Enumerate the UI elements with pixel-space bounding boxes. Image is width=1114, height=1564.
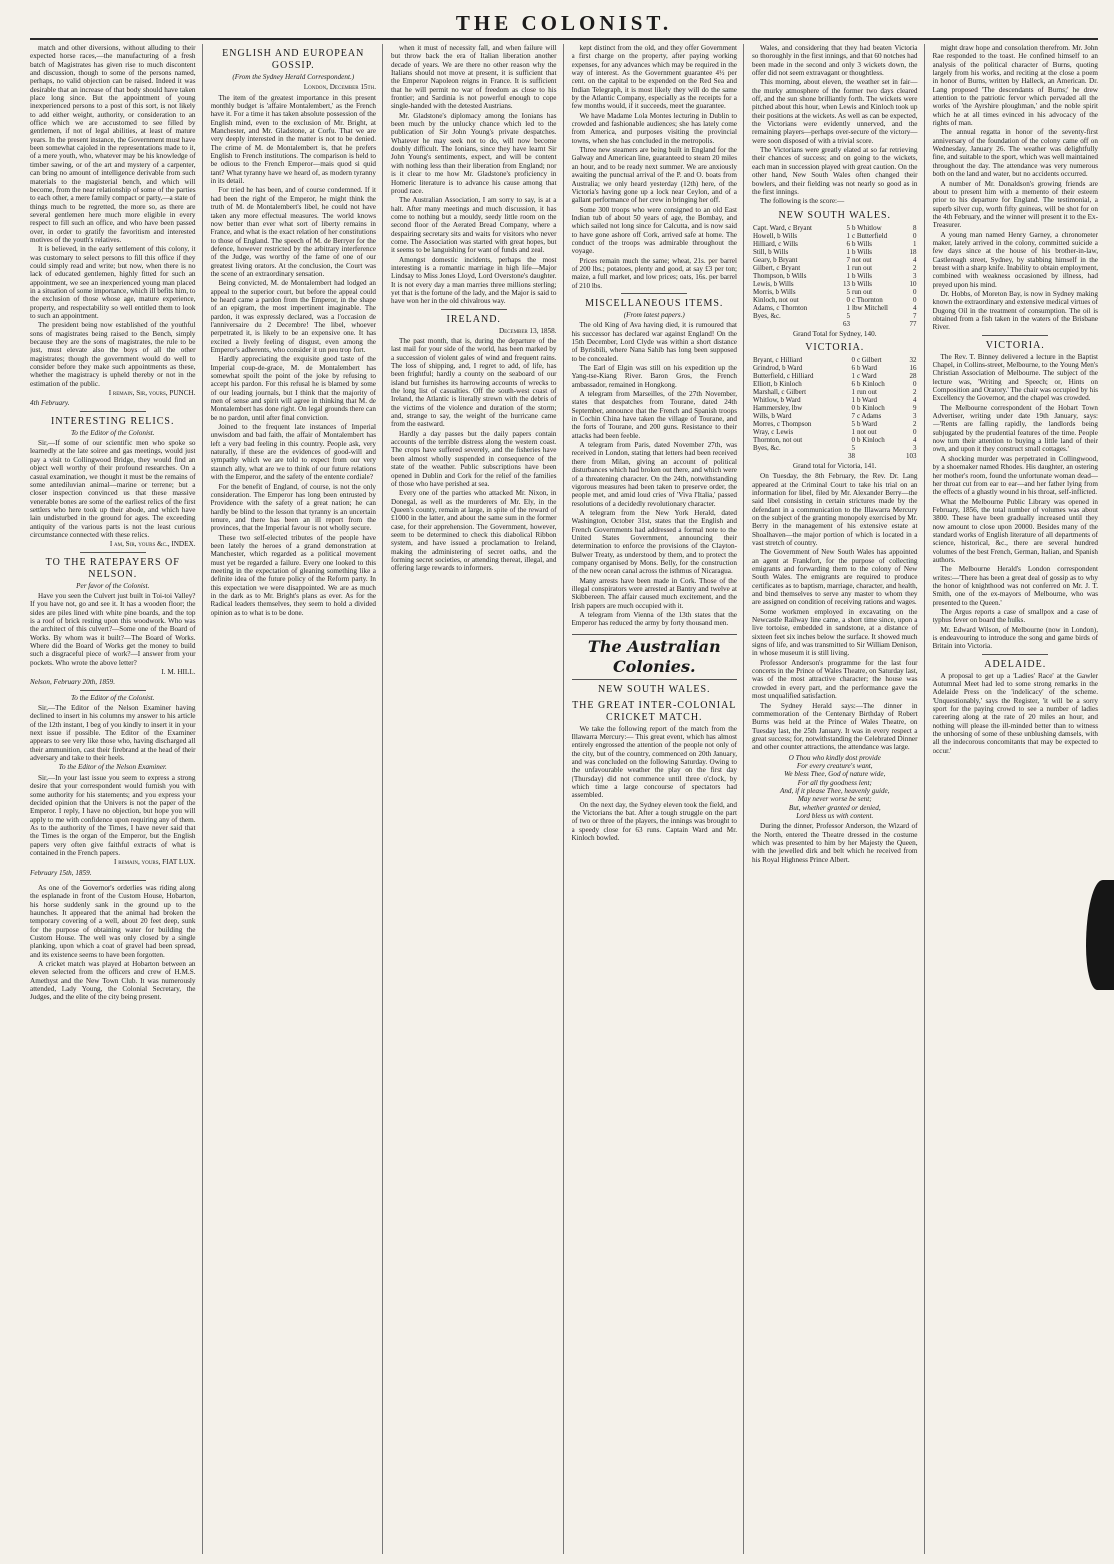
batsman-cell: c Adams bbox=[856, 411, 882, 420]
divider bbox=[621, 293, 687, 294]
runs-cell: 1 bbox=[846, 231, 851, 240]
signature: I am, Sir, yours &c., INDEX. bbox=[109, 540, 196, 549]
batsman-cell: b Ward bbox=[856, 363, 878, 372]
score-row bbox=[752, 272, 918, 280]
divider bbox=[441, 309, 507, 310]
article-text: A telegram from Vienna of the 13th states that the Emperor has reduced the army by forty thousand men. bbox=[571, 611, 737, 628]
signature: I. M. HILL. bbox=[161, 668, 196, 677]
batsman-cell: b Wills bbox=[852, 271, 873, 280]
runs-cell: 6 bbox=[851, 363, 855, 372]
article-text: A telegram from Marseilles, of the 27th November, states that despatches from Tourane, dated 24th September, announce that the French and Spanish troops in Cochin China have taken the village of Tourane, and the forts of Tourane, and 200 guns. Resistance to their attacks had been feeble. bbox=[571, 390, 737, 440]
article-text: A cricket match was played at Hobarton between an eleven selected from the officers and crew of H.M.S. Amethyst and the New Town Club. It was numerously attended, Lady Young, the Colonial Secretary, the Judges, and the elite of the city being present. bbox=[30, 960, 196, 1002]
article-text: The Sydney Herald says:—The dinner in commemoration of the Centenary Birthday of Robert Burns was held at the Prince of Wales Theatre, on Tuesday last, the 25th January. It was in every respect a great success; for, notwithstanding the Celebrated Dinner and other counter attractions, the attendance was large. bbox=[752, 701, 918, 752]
runs-cell: 1 bbox=[851, 371, 855, 380]
article-text: might draw hope and consolation therefrom. Mr. John Rae responded to the toast. He confined himself to an analysis of the political character of Burns, quoting largely from his works, and reciting at the close a poem in honor of Burns, written by Halleck, an American. Dr. Lang proposed 'The descendants of Burns;' he drew attention to the patriotic fervor which pervaded all the works of 'the Ayrshire ploughman,' and the noble spirit which he at all times evinced in his advocacy of the rights of man. bbox=[932, 44, 1098, 128]
headline: INTERESTING RELICS. bbox=[51, 415, 175, 427]
batsman-cell: lbw Mitchell bbox=[852, 303, 888, 312]
grace-poem bbox=[752, 754, 918, 821]
article-text: Hardly a day passes but the daily papers contain accounts of the terrible distress along the western coast. The crops have suffered severely, and the fisheries have been almost wholly suspended in consequence of the state of the weather. Public subscriptions have been opened in Dublin and Cork for the relief of the families of those who have perished at sea. bbox=[391, 429, 557, 488]
batsman-cell: Thornton, not out bbox=[753, 435, 803, 444]
poem-line: And, if it please Thee, heavenly guide, bbox=[779, 786, 890, 795]
runs-cell: 5 bbox=[851, 443, 855, 452]
score-row bbox=[752, 428, 918, 436]
article-text: For tried he has been, and of course condemned. If it had been the right of the Emperor, he might think the truth of M. de Montalembert's libel, he could not have taken any more effectual measures. The world knows now better than ever what sort of liberty remains in France, and what is the exact relation of her constitutions to those of England. The speech of M. de Berryer for the defence, however restricted by the arbitrary interference of the Judge, was worthy of the fame of one of our greatest living orators. At the conclusion, the Court was the scene of an extraordinary sensation. bbox=[210, 186, 376, 278]
headline: IRELAND. bbox=[446, 313, 501, 325]
headline: VICTORIA. bbox=[985, 339, 1045, 351]
column-5 bbox=[752, 44, 925, 1554]
article-text: On the next day, the Sydney eleven took the field, and the Victorians the bat. After a tough struggle on the part of two or three of the players, the innings was brought to a speedy close for 63 runs. Captain Ward and Mr. Kinloch bowled. bbox=[571, 800, 737, 843]
headline: MISCELLANEOUS ITEMS. bbox=[585, 297, 724, 309]
grand-total: Grand Total for Sydney, 140. bbox=[792, 329, 877, 338]
runs-cell: 1 bbox=[851, 395, 855, 404]
article-text: A young man named Henry Garney, a chronometer maker, lately arrived in the colony, committed suicide a few days since at the house of his brother-in-law, Castlereagh street, Sydney, by stabbing himself in the breast with a sharp knife. Inability to obtain employment, combined with weakness occasioned by illness, had preyed upon his mind. bbox=[932, 230, 1098, 289]
batsman-cell: Butterfield, c Hilliard bbox=[753, 371, 814, 380]
score-row bbox=[752, 288, 918, 296]
article-text: The Australian Association, I am sorry to say, is at a halt. After many meetings and much discussion, it has come to nothing but a mouldy, seedy little room on the second floor of the Aerated Bread Company, where a despairing secretary sits and waits for visitors who never come. The Association was started with great hopes, but it seems to be languishing for want of funds and zeal. bbox=[391, 196, 557, 255]
nsw-scorecard bbox=[752, 224, 918, 328]
runs-cell: 0 bbox=[851, 435, 855, 444]
runs-cell: 0 bbox=[913, 231, 917, 240]
runs-cell: 6 bbox=[851, 379, 855, 388]
article-text: Sir,—In your last issue you seem to express a strong desire that your correspondent would furnish you with some authority for his statements; and you express your decided opinion that the Univers is not the paper of the Emperor. I reply, I have no objection, but hope you will apply to me with confidence upon requiring any of them. As to the authority of the Times, I have never said that the Times is the organ of the Emperor, but the English papers very often give faithful extracts of what is contained in the French papers. bbox=[30, 773, 196, 857]
grand-total: Grand total for Victoria, 141. bbox=[792, 461, 877, 470]
batsman-cell: c Gilbert bbox=[856, 355, 882, 364]
batsman-cell: b Kinloch bbox=[856, 403, 885, 412]
innings-total-row bbox=[752, 320, 918, 328]
divider bbox=[80, 690, 146, 691]
batsman-cell: Hammersley, lbw bbox=[753, 403, 803, 412]
runs-cell: 0 bbox=[846, 295, 851, 304]
article-text: Sir,—The Editor of the Nelson Examiner having declined to insert in his columns my answer to his article of the 12th instant, I beg of you kindly to insert it in your next issue if possible. The Editor of the Examiner appears to see very like those who, having discharged all their ammunition, cast their firebrand at the head of their adversary and take to their heels. bbox=[30, 704, 196, 763]
column-3 bbox=[391, 44, 564, 1554]
batsman-cell: run out bbox=[852, 263, 873, 272]
runs-cell: 0 bbox=[851, 403, 855, 412]
score-row bbox=[752, 444, 918, 452]
article-text: The Melbourne Herald's London correspondent writes:—'There has been a great deal of gossip as to why the honor of knighthood was not conferred on Mr. J. T. Smith, one of the ex-mayors of Melbourne, who was presented to the Queen.' bbox=[932, 565, 1098, 607]
score-row bbox=[752, 224, 918, 232]
headline: ENGLISH AND EUROPEAN GOSSIP. bbox=[222, 48, 365, 71]
article-text: A telegram from the New York Herald, dated Washington, October 31st, states that the English and French Governments had addressed a formal note to the United States Government, announcing their determination to enforce the provisions of the Clayton-Bulwer Treaty, as understood by them, and to protect the company organised by Mons. Belly, for the construction of the new ocean canal across the isthmus of Nicaragua. bbox=[571, 508, 737, 576]
column-6 bbox=[933, 44, 1099, 1554]
poem-line: For every creature's want, bbox=[796, 761, 873, 770]
score-row bbox=[752, 412, 918, 420]
runs-cell: 1 bbox=[846, 263, 851, 272]
article-text: A number of Mr. Donaldson's growing friends are about to present him with a memento of their esteem prior to his departure for England. The testimonial, a superb silver cup, worth fifty guineas, will be shot for on the 4th February, and the winner will present it to the Ex-Treasurer. bbox=[932, 179, 1098, 230]
section-banner: The Australian Colonies. bbox=[572, 634, 738, 680]
batsman-cell: Thompson, b Wills bbox=[753, 271, 807, 280]
runs-cell: 3 bbox=[913, 411, 917, 420]
poem-line: We bless Thee, God of nature wide, bbox=[784, 770, 886, 779]
batsman-cell: b Kinloch bbox=[856, 435, 885, 444]
batsman-cell: c Butterfield bbox=[852, 231, 888, 240]
article-text: This morning, about eleven, the weather set in fair—the murky atmosphere of the former two days cleared off, and the sun shone brilliantly forth. The wickets were pitched about this hour, when Lewis and Kinloch took up their positions at the wickets. As well as can be expected, the Victorians were evidently unnerved, and the remaining players—perhaps over-secure of the victory—were soon disposed of with a trivial score. bbox=[752, 78, 918, 145]
article-text: when it must of necessity fall, and when failure will but throw back the era of Italian liberation another decade of years. We are there no other reason why the Italians should not move at present, it is sufficient that the Emperor Napoleon reigns in France. It is sufficient that he will permit no war of freedom as close to his frontier; and Sardinia is not powerful enough to cope single-handed with the detested Austrians. bbox=[391, 44, 557, 111]
article-text: Hardly appreciating the exquisite good taste of the Imperial coup-de-grace, M. de Montalembert has somewhat spoilt the point of the joke by refusing to accept his pardon. For this refusal he is blamed by some of our leading journals, but I think that the majority of men of sense and spirit will agree in thinking that M. de Montalembert has done right. On legal grounds there can be no pardon, until after final conviction. bbox=[210, 355, 376, 422]
batsman-cell: b Wills bbox=[852, 279, 873, 288]
runs-cell: 0 bbox=[913, 295, 917, 304]
article-text: What the Melbourne Public Library was opened in February, 1856, the total number of volumes was about 3800. These have been gradually increased until they now amount to close upon 20000. Besides many of the standard works of English literature of all departments of science, historical, &c., there are several hundred volumes of the best French, German, Italian, and Spanish authors. bbox=[932, 497, 1098, 564]
innings-total: 63 bbox=[843, 319, 851, 328]
article-text: A telegram from Paris, dated November 27th, was received in London, stating that letters had been received there from Milan, giving an account of political disturbances which had broken out there, and which were of a threatening character. On the 24th, notwithstanding vigorous measures had been taken to preserve order, the people met, and amid loud cries of 'Viva l'Italia,' passed resolutions of a decidedly revolutionary character. bbox=[571, 441, 737, 508]
batsman-cell: Elliott, b Kinloch bbox=[753, 379, 802, 388]
headline: NEW SOUTH WALES. bbox=[778, 209, 892, 221]
article-text: Mr. Edward Wilson, of Melbourne (now in London), is endeavouring to introduce the song and game birds of Britain into Victoria. bbox=[932, 625, 1098, 651]
dateline: December 13, 1858. bbox=[498, 326, 557, 335]
batsman-cell: Gilbert, c Bryant bbox=[753, 263, 801, 272]
runs-cell: 32 bbox=[909, 355, 917, 364]
victoria-scorecard bbox=[752, 356, 918, 460]
article-text: Wales, and considering that they had beaten Victoria so thoroughly in the first innings, and that 60 notches had been made in the second and only 3 wickets down, the offer did not seem extravagant or thoughtless. bbox=[752, 44, 918, 78]
dateline: 4th February. bbox=[30, 399, 70, 408]
column-1 bbox=[30, 44, 203, 1554]
article-text: The annual regatta in honor of the seventy-first anniversary of the foundation of the colony came off on Wednesday, January 26. The weather was delightfully fine, and suitable to the sport, which was well maintained throughout the day. The attendance was very numerous both on the land and water, but no accidents occurred. bbox=[932, 128, 1098, 179]
article-text: The following is the score:— bbox=[760, 197, 845, 206]
article-text: Joined to the frequent late instances of Imperial unwisdom and bad faith, the affair of Montalembert has left a very bad feeling in this country. People ask, very naturally, if these are the evidences of good-will and sympathy which we are told to expect from our very staunch ally, what are we to think of our future relations with the Emperor, and the safety of the entente cordiale? bbox=[210, 423, 376, 482]
article-text: The Government of New South Wales has appointed an agent at Frankfort, for the purpose of collecting emigrants and forwarding them to the colony of New South Wales. The emigrants are required to produce certificates as to baptism, marriage, character, and health, and bind themselves to serve any master to whom they are assigned on condition of receiving rations and wages. bbox=[752, 548, 918, 607]
batsman-cell: c Ward bbox=[856, 371, 877, 380]
dateline: London, December 15th. bbox=[303, 83, 376, 92]
batsman-cell: Morres, c Thompson bbox=[753, 419, 812, 428]
poem-line: May never worse be sent; bbox=[797, 795, 872, 804]
article-text: kept distinct from the old, and they offer Government a first charge on the property, after paying working expenses, for any advances which may be required in the way of interest. As the Government guarantee 4½ per cent. on the capital to be expended on the Red Sea and Indian Telegraph, it is most likely they will do the same by the Atlantic Company, especially as the receipts for a few months would, if it succeeds, meet the guarantee. bbox=[571, 44, 737, 111]
score-row bbox=[752, 436, 918, 444]
runs-cell: 0 bbox=[913, 379, 917, 388]
batsman-cell: b Wills bbox=[852, 239, 873, 248]
runs-cell: 5 bbox=[846, 311, 851, 320]
poem-line: For all thy goodness lent; bbox=[797, 778, 872, 787]
article-text: As one of the Governor's orderlies was riding along the esplanade in front of the Custom House, Hobarton, his horse suddenly sank in the ground up to the haunches. It appeared that the animal had broken the temporary covering of a well, about 20 feet deep, sunk for the purpose of obtaining water for building the Custom House. The well was only closed by a single planking, upon which a coat of gravel had been spread, and its existence seems to have been forgotten. bbox=[30, 883, 196, 959]
divider bbox=[80, 552, 146, 553]
runs-cell: 5 bbox=[851, 419, 855, 428]
innings-total bbox=[856, 452, 899, 460]
article-text: Many arrests have been made in Cork. Those of the illegal conspirators were arrested at Bantry and twelve at Skibbereen. The affair caused much excitement, and the Irish papers are much occupied with it. bbox=[571, 576, 737, 610]
dateline: Nelson, February 20th, 1859. bbox=[30, 678, 116, 687]
batsman-cell: Capt. Ward, c Bryant bbox=[753, 223, 812, 232]
poem-line: Lord bless us with content. bbox=[796, 811, 874, 820]
batsman-cell: b Ward bbox=[856, 395, 878, 404]
runs-cell: 18 bbox=[909, 247, 917, 256]
runs-cell: 13 bbox=[843, 279, 851, 288]
batsman-cell: c Thornton bbox=[852, 295, 883, 304]
divider bbox=[80, 880, 146, 881]
runs-cell: 4 bbox=[913, 435, 917, 444]
runs-cell: 1 bbox=[846, 271, 851, 280]
batsman-cell: Whitlow, b Ward bbox=[753, 395, 801, 404]
subheadline: Per favor of the Colonist. bbox=[76, 581, 150, 590]
divider bbox=[982, 335, 1048, 336]
article-text: A shocking murder was perpetrated in Collingwood, by a shoemaker named Rhodes. His daughter, an ostering her mother's room, found the unfortunate woman dead—her throat cut from ear to ear—and her father lying from the effects of a ghastly wound in his throat, self-inflicted. bbox=[932, 454, 1098, 497]
score-row bbox=[752, 420, 918, 428]
headline: ADELAIDE. bbox=[984, 658, 1047, 670]
batsman-cell: run out bbox=[852, 287, 873, 296]
batsman-cell: not out bbox=[852, 255, 872, 264]
column-4 bbox=[572, 44, 745, 1554]
signature: I remain, Sir, yours, PUNCH. bbox=[108, 389, 196, 398]
batsman-cell: Kinloch, not out bbox=[753, 295, 799, 304]
subheadline: (From latest papers.) bbox=[623, 310, 685, 319]
dateline: February 15th, 1859. bbox=[30, 868, 92, 877]
runs-cell: 0 bbox=[851, 355, 855, 364]
score-row bbox=[752, 232, 918, 240]
batsman-cell: Byes, &c. bbox=[753, 443, 781, 452]
headline: TO THE RATEPAYERS OF NELSON. bbox=[45, 556, 180, 580]
article-text: Professor Anderson's programme for the last four concerts in the Prince of Wales Theatre, on Saturday last, was of the most attractive character; the house was crowded in every part, and the performance gave the most unqualified satisfaction. bbox=[752, 658, 918, 701]
article-text: Some workmen employed in excavating on the Newcastle Railway line came, a short time since, upon a live tortoise, embedded in sandstone, at a distance of sixteen feet six inches below the surface. It showed much signs of life, and was transmitted to Sir William Denison, in whose museum it is still living. bbox=[752, 607, 918, 658]
innings-total bbox=[752, 320, 838, 328]
runs-cell: 6 bbox=[846, 239, 851, 248]
article-text: Sir,—If some of our scientific men who spoke so learnedly at the late soiree and gas meetings, would just pay a visit to Collingwood Bridge, they would find an object well worthy of their profound researches. On a casual examination, we thought it must be the remains of some antediluvian animal—marine or terrene; but a closer inspection convinced us that these massive venerable bones are some of the earliest relics of the first settlers who here took up their abode, and which have lain undisturbed in the ground for ages. The exceeding antiquity of the various parts is not the least curious circumstance connected with these relics. bbox=[30, 439, 196, 539]
headline: VICTORIA. bbox=[805, 341, 865, 353]
score-row bbox=[752, 388, 918, 396]
runs-cell: 28 bbox=[909, 371, 917, 380]
batsman-cell: Marshall, c Gilbert bbox=[753, 387, 807, 396]
subheadline: To the Editor of the Colonist. bbox=[70, 428, 155, 437]
column-2 bbox=[211, 44, 384, 1554]
score-row bbox=[752, 356, 918, 364]
subheadline: To the Editor of the Nelson Examiner. bbox=[58, 763, 167, 772]
score-row bbox=[752, 364, 918, 372]
columns bbox=[30, 44, 1098, 1554]
batsman-cell: run out bbox=[856, 387, 877, 396]
innings-total: 103 bbox=[906, 451, 917, 460]
innings-total: 38 bbox=[847, 451, 855, 460]
article-text: A proposal to get up a 'Ladies' Race' at the Gawler Autumnal Meet had led to some strong remarks in the Adelaide Press on the 'indelicacy' of the scheme. 'Unquestionably,' says the Register, 'it will be a sorry sport for the paying crowd to see a number of ladies careering along at the rate of 20 miles an hour, and nothing will please the ill-minded better than to witness the unhorsing of some of these unblushing damsels, with all the indecorous concomitants that may be expected to occur.' bbox=[932, 671, 1098, 755]
batsman-cell: Still, b Wills bbox=[753, 247, 789, 256]
article-text: The Earl of Elgin was still on his expedition up the Yang-tse-Kiang River. Baron Gros, the French ambassador, remained in Hongkong. bbox=[571, 364, 737, 389]
runs-cell: 0 bbox=[913, 287, 917, 296]
article-text: The Rev. T. Binney delivered a lecture in the Baptist Chapel, in Collins-street, Melbourne, to the Young Men's Christian Association of Melbourne. The subject of the lecture was, 'Writing and Speech; or, Hints on Composition and Oratory.' The chair was occupied by his Excellency the Governor, and the chapel was crowded. bbox=[932, 352, 1098, 403]
batsman-cell: b Wills bbox=[852, 247, 873, 256]
batsman-cell: b Whitlow bbox=[852, 223, 882, 232]
article-text: For the benefit of England, of course, is not the only consideration. The Emperor has long been entrusted by Providence with the safety of a great nation; he can hardly be blind to the lesson that tyranny is an uncertain tenure, and there has been an ill report from the provinces, that the Imperial favour is not wholly secure. bbox=[210, 482, 376, 533]
article-text: Dr. Hobbs, of Moreton Bay, is now in Sydney making known the extraordinary and extensive medical virtues of Dugong Oil in the treatment of consumption. The oil is obtained from a fish taken in the waters of the Brisbane River. bbox=[932, 289, 1098, 332]
batsman-cell: b Kinloch bbox=[856, 379, 885, 388]
runs-cell: 1 bbox=[846, 247, 851, 256]
article-text: It is believed, in the early settlement of this colony, it was customary to select persons to fill this office if they could simply read and write; but now, when there is no lack of educated gentlemen, highly fitted for such an appointment, we see an inexperienced young man placed in a situation of some importance, which ill befits him, to the exclusion of those whose age, mature experience, property, and respectability so well entitled them to look to such an appointment. bbox=[30, 245, 196, 320]
divider bbox=[982, 654, 1048, 655]
runs-cell: 1 bbox=[851, 387, 855, 396]
batsman-cell: Grindrod, b Ward bbox=[753, 363, 803, 372]
article-text: Prices remain much the same; wheat, 21s. per barrel of 200 lbs.; potatoes, plenty and good, at say £3 per ton; maize, a full market, and low prices; oats, 16s. per barrel of 210 lbs. bbox=[571, 256, 737, 290]
article-text: Some 300 troops who were consigned to an old East Indian tub of about 50 years of age, the Bombay, and which sailed not long since for Calcutta, and is now said to have gone ashore off Cork, arrived safe at home. The conduct of the troops was admirable throughout the voyage. bbox=[571, 205, 737, 256]
article-text: The president being now established of the youthful sons of magistrates being raised to the Bench, simply because they are the sons of magistrates, the rule to be just, must elevate also the boys of all the other magistrates; though the government would do well to consider before they make such appointments as these, whether the magistracy is upheld thereby or not in the estimation of the public. bbox=[30, 321, 196, 388]
runs-cell: 1 bbox=[846, 303, 851, 312]
article-text: On Tuesday, the 8th February, the Rev. Dr. Lang appeared at the Criminal Court to take his trial on an information for libel, filed by Mr. Alexander Berry—the said libel consisting in certain strictures made by the defendant in a communication to the Illawarra Mercury on the subject of the granting monopoly exercised by Mr. Berry in the management of his extensive estate at Shoalhaven—the major portion of which is located in a vast stretch of country. bbox=[752, 472, 918, 547]
batsman-cell: Lewis, b Wills bbox=[753, 279, 794, 288]
subheadline: (From the Sydney Herald Correspondent.) bbox=[232, 73, 355, 81]
article-text: The past month, that is, during the departure of the last mail for your side of the world, has been marked by a succession of violent gales of wind and frequent rains. The loss of shipping, and, I regret to add, of life, has been frightful; hardly a county on the seaboard of our island but furnishes its harrowing accounts of wrecks to the long list of casualties. Off the south-west coast of Ireland, the Atlantic is literally strewn with the debris of the victims of the violence and duration of the storm; and, strange to say, the weight of the hurricane came from the eastward. bbox=[391, 337, 557, 429]
score-row bbox=[752, 312, 918, 320]
article-text: Three new steamers are being built in England for the Galway and American line, guaranteed to steam 20 miles an hour, and to be ready next summer. We are anxiously awaiting the punctual arrival of the P. and O. boats from Australia; we only heard yesterday (12th) here, of the Victoria's having gone up a lock near Ceylon, and of a gallant performance of her crew in bringing her off. bbox=[571, 146, 737, 205]
runs-cell: 5 bbox=[846, 223, 851, 232]
runs-cell: 3 bbox=[913, 271, 917, 280]
article-text: During the dinner, Professor Anderson, the Wizard of the North, entered the Theatre dressed in the costume which was presented to him by her Majesty the Queen, with the jewelled dirk and belt which he received from his Royal Highness Prince Albert. bbox=[752, 822, 918, 864]
article-text: The item of the greatest importance in this present monthly budget is 'affaire Montalembert,' as the French have it. For a time it has taken absolute possession of the English mind, even to the exclusion of Mr. Bright, at Manchester, and Mr. Gladstone, at Corfu. That we are very deeply interested in the matter is not to be denied. The crime of M. de Montalembert is, that he prefers English to French institutions. The comparison is held to be odious to the French Emperor—mais quod si quid tant? What tyranny have we heard of, as modern tyranny in its detail. bbox=[210, 93, 376, 186]
article-text: We have Madame Lola Montes lecturing in Dublin to crowded and fashionable audiences; she has lately come from America, and purposes visiting the provincial towns, when she has concluded in the metropolis. bbox=[571, 111, 737, 145]
innings-total bbox=[752, 452, 843, 460]
article-text: The Argus reports a case of smallpox and a case of typhus fever on board the hulks. bbox=[932, 608, 1098, 625]
article-text: We take the following report of the match from the Illawarra Mercury:— This great event, which has almost entirely engrossed the attention of the people not only of the city, but of the country, commenced on 20th January, and was concluded on the following Saturday. Owing to the unfavourable weather the play on the first day (Thursday) did not commence until three o'clock, by which time a large concourse of spectators had assembled. bbox=[571, 724, 737, 800]
runs-cell: 16 bbox=[909, 363, 917, 372]
batsman-cell: Morris, b Wills bbox=[753, 287, 796, 296]
signature: I remain, yours, FIAT LUX. bbox=[114, 858, 196, 867]
headline: NEW SOUTH WALES. bbox=[597, 683, 711, 695]
batsman-cell: Geary, b Bryant bbox=[753, 255, 798, 264]
article-text: Amongst domestic incidents, perhaps the most interesting is a romantic marriage in high life—Major Lindsay to Miss Jones Lloyd, Lord Overstone's daughter. It is not every day a man marries three millions sterling; yet that is the fortune of the lady, and the Major is said to have won her in the old chivalrous way. bbox=[391, 255, 557, 306]
batsman-cell: not out bbox=[856, 427, 877, 436]
score-row bbox=[752, 248, 918, 256]
runs-cell: 4 bbox=[913, 395, 917, 404]
batsman-cell bbox=[851, 312, 905, 320]
runs-cell: 4 bbox=[913, 303, 917, 312]
runs-cell: 2 bbox=[913, 419, 917, 428]
article-text: These two self-elected tributes of the people have been lately the heroes of a grand demonstration at Manchester, which regarded as a political movement must yet be regarded a failure. Every one looked to this meeting in the expectation of gleaning something like a definite idea of the future policy of the Reform party. In this expectation we were disappointed. We are as much in the dark as to Mr. Bright's plans as ever. As for the Radical leaders themselves, they seem to hold a divided opinion as to what is to be done. bbox=[210, 533, 376, 617]
poem-line: O Thou who kindly dost provide bbox=[788, 753, 881, 762]
article-text: Being convicted, M. de Montalembert had lodged an appeal to the superior court, but before the appeal could be heard came a pardon from the Emperor, in the shape of an epigram, the most impertinent imaginable. The pardon, it was expressly declared, was a l'occasion de l'anniversaire du 2 Decembre! The libel, whoever perpetrated it, is likely to be an expensive one. It has excited a lively feeling of disgust, even among the Emperor's adherents, who consider it un peu trop fort. bbox=[210, 279, 376, 354]
innings-total bbox=[851, 320, 905, 328]
score-row bbox=[752, 264, 918, 272]
runs-cell: 8 bbox=[913, 223, 917, 232]
runs-cell: 1 bbox=[851, 427, 855, 436]
runs-cell: 5 bbox=[846, 287, 851, 296]
score-row bbox=[752, 396, 918, 404]
article-text: Mr. Gladstone's diplomacy among the Ionians has been much by the unlucky chance which led to the publication of Sir John Young's private despatches. Whatever he may seek not to do, will now become doubly difficult. The Ionians, since they have learnt Sir John Young's sentiments, expect, and will be content with nothing less than their liberation from England; nor is it clear to me how Mr. Gladstone's proficiency in Homeric literature is to advance his cause among that proud race. bbox=[391, 111, 557, 195]
headline: THE GREAT INTER-COLONIAL CRICKET MATCH. bbox=[572, 699, 737, 723]
runs-cell: 2 bbox=[913, 387, 917, 396]
article-text: The old King of Ava having died, it is rumoured that his successor has declared war against England! On the 15th December, Lord Clyde was within a short distance of Byrisbili, where Nana Sahib has long been supposed to be concealed. bbox=[571, 321, 737, 363]
batsman-cell: Bryant, c Hilliard bbox=[753, 355, 803, 364]
runs-cell: 9 bbox=[913, 403, 917, 412]
masthead bbox=[30, 8, 1098, 40]
article-text: The Melbourne correspondent of the Hobart Town Advertiser, writing under date 19th January, says:—'Rents are falling rapidly, the landlords being subjugated by the prudential features of the time. People now turn their attention to buying a little land of their own, and upon it they construct small cottages.' bbox=[932, 403, 1098, 454]
score-row bbox=[752, 404, 918, 412]
score-row bbox=[752, 380, 918, 388]
article-text: Every one of the parties who attacked Mr. Nixon, in Donegal, as well as the murderers of Mr. Ely, in the Queen's county, remain at large, in spite of the reward of £1000 in the latter, and about the same sum in the former case, for their apprehension. The Government, however, seem to be determined to check this diabolical Ribbon system, and have issued a proclamation to Ireland, making the administering of secret oaths, and the forming secret societies, or attending thereat, illegal, and offering large rewards to informers. bbox=[391, 489, 557, 573]
score-row bbox=[752, 304, 918, 312]
batsman-cell: Byes, &c. bbox=[753, 311, 781, 320]
batsman-cell bbox=[856, 444, 899, 452]
masthead-title: THE COLONIST. bbox=[455, 11, 673, 35]
runs-cell: 0 bbox=[913, 427, 917, 436]
score-row bbox=[752, 296, 918, 304]
batsman-cell: Wills, b Ward bbox=[753, 411, 792, 420]
score-row bbox=[752, 240, 918, 248]
article-text: Have you seen the Culvert just built in Toi-toi Valley? If you have not, go and see it. It has a wooden floor; the sides are piles lined with white pine boards, and the top is a roof of brick resting upon this woodwork. Who was the architect of this culvert?—Some one of the Board of Works. By whom was it built?—The Board of Works. Where did the Board of Works get the money to build such a disgraceful piece of work?—I answer from your pockets. Who wrote the above letter? bbox=[30, 591, 196, 667]
article-text: match and other diversions, without alluding to their expected horse races,—the manufacturing of a fresh batch of Magistrates has given rise to much discontent and discussion, though to some of the persons named, perhaps, no valid objection can be raised. Indeed it was desirable that an increase of that body should have taken place long since. But the appointment of young inexperienced persons to a post of this sort, is not likely to add either weight, authority, or consideration to an office which we are accustomed to see filled by gentlemen, if not of legal abilities, at least of mature years. In the present instance, the Government must have been somewhat cajoled in the representations made to it, of a mere youth, who, whatever may be his knowledge of timber sawing, or of the art and mystery of a carpenter, can bring no amount of intelligence derivable from such materials to the magisterial bench, and which will become, from the near relationship of some of the parties to each other, a mere family compact or party,—a state of things much to be regretted, the more so, as there are several gentlemen here much more eligible in every respect to fill such an office, and who have been passed over, in order to gratify the favoritism and interested motives of the youth's relatives. bbox=[30, 44, 196, 244]
batsman-cell: Howell, b Wills bbox=[753, 231, 798, 240]
batsman-cell: Wray, c Lewis bbox=[753, 427, 794, 436]
batsman-cell: Adams, c Thornton bbox=[753, 303, 808, 312]
runs-cell: 7 bbox=[846, 255, 851, 264]
runs-cell: 3 bbox=[913, 443, 917, 452]
poem-line: But, whether granted or denied, bbox=[788, 803, 881, 812]
innings-total-row bbox=[752, 452, 918, 460]
divider bbox=[80, 411, 146, 412]
innings-total: 77 bbox=[909, 319, 917, 328]
runs-cell: 2 bbox=[913, 263, 917, 272]
runs-cell: 7 bbox=[913, 311, 917, 320]
score-row bbox=[752, 256, 918, 264]
runs-cell: 7 bbox=[851, 411, 855, 420]
score-row bbox=[752, 280, 918, 288]
batsman-cell: Hilliard, c Wills bbox=[753, 239, 798, 248]
score-row bbox=[752, 372, 918, 380]
subheadline: To the Editor of the Colonist. bbox=[70, 693, 155, 702]
article-text: The Victorians were greatly elated at so far retrieving their chances of success; and on going to the wickets, each man in succession played with great caution. On the other hand, New South Wales often changed their bowlers, and their fielding was not nearly so good as in the first innings. bbox=[752, 146, 918, 196]
runs-cell: 4 bbox=[913, 255, 917, 264]
runs-cell: 10 bbox=[909, 279, 917, 288]
runs-cell: 1 bbox=[913, 239, 917, 248]
batsman-cell: b Ward bbox=[856, 419, 878, 428]
